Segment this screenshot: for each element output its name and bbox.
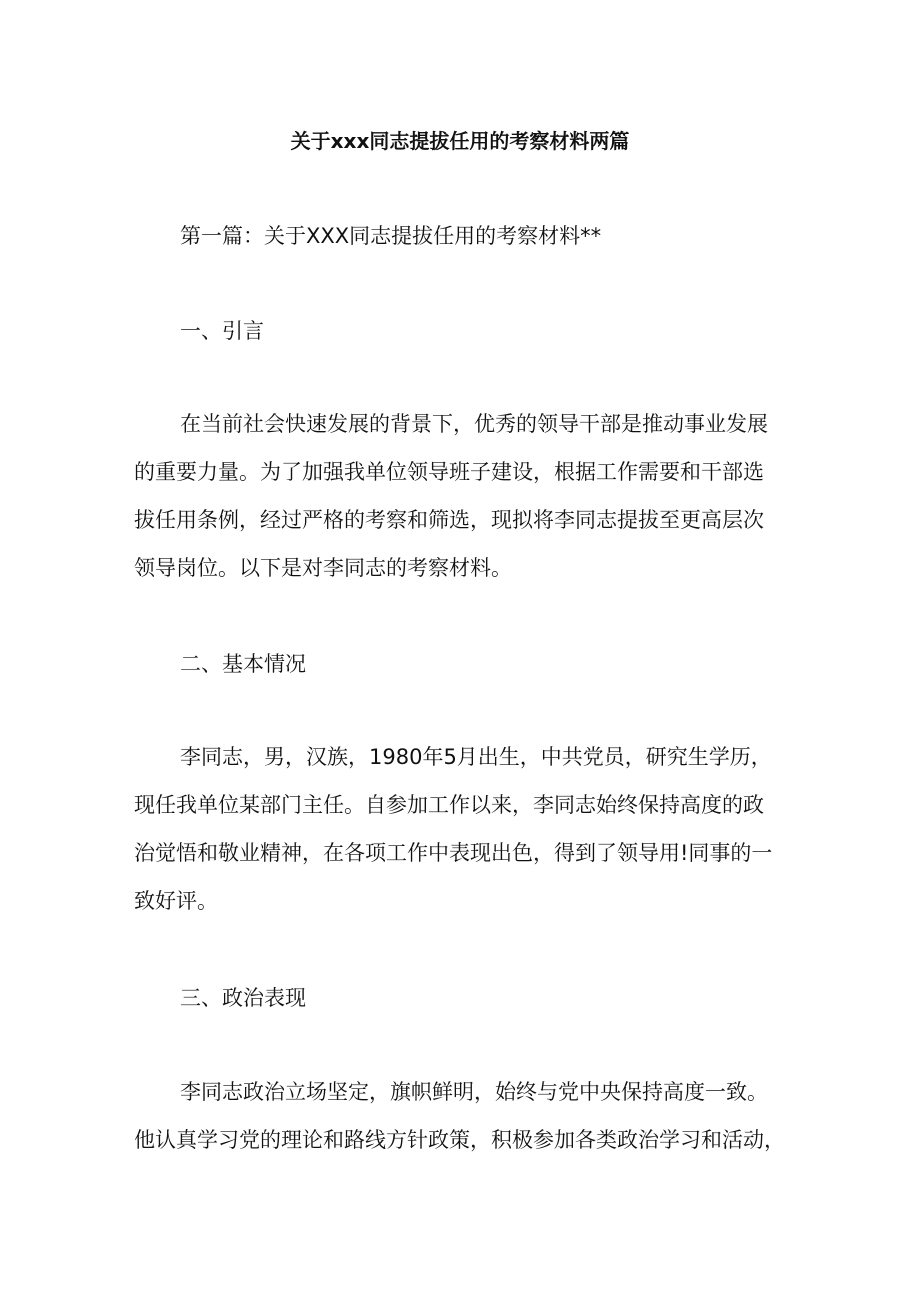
section-paragraph-introduction xyxy=(134,400,794,592)
part-title: 第一篇：关于XXX同志提拔任用的考察材料** xyxy=(180,224,602,248)
section-heading-introduction: 一、引言 xyxy=(180,319,264,343)
paragraph-line: 拔任用条例，经过严格的考察和筛选，现拟将李同志提拔至更高层次 xyxy=(134,508,764,532)
paragraph-line: 现任我单位某部门主任。自参加工作以来，李同志始终保持高度的政 xyxy=(134,793,764,817)
section-paragraph-basic-info xyxy=(134,733,794,925)
paragraph-line: 他认真学习党的理论和路线方针政策，积极参加各类政治学习和活动， xyxy=(134,1128,785,1152)
paragraph-line: 在当前社会快速发展的背景下，优秀的领导干部是推动事业发展 xyxy=(180,412,768,436)
paragraph-line: 李同志，男，汉族，1980年5月出生，中共党员，研究生学历， xyxy=(180,745,772,769)
paragraph-line: 李同志政治立场坚定，旗帜鲜明，始终与党中央保持高度一致。 xyxy=(180,1080,768,1104)
section-heading-basic-info: 二、基本情况 xyxy=(180,652,306,676)
paragraph-line: 致好评。 xyxy=(134,889,218,913)
document-title: 关于xxx同志提拔任用的考察材料两篇 xyxy=(290,129,630,153)
section-heading-political-performance: 三、政治表现 xyxy=(180,986,306,1010)
paragraph-line: 领导岗位。以下是对李同志的考察材料。 xyxy=(134,556,512,580)
paragraph-line: 的重要力量。为了加强我单位领导班子建设，根据工作需要和干部选 xyxy=(134,460,764,484)
paragraph-line: 治觉悟和敬业精神，在各项工作中表现出色，得到了领导用!同事的一 xyxy=(134,841,773,865)
section-paragraph-political-performance xyxy=(134,1068,794,1164)
